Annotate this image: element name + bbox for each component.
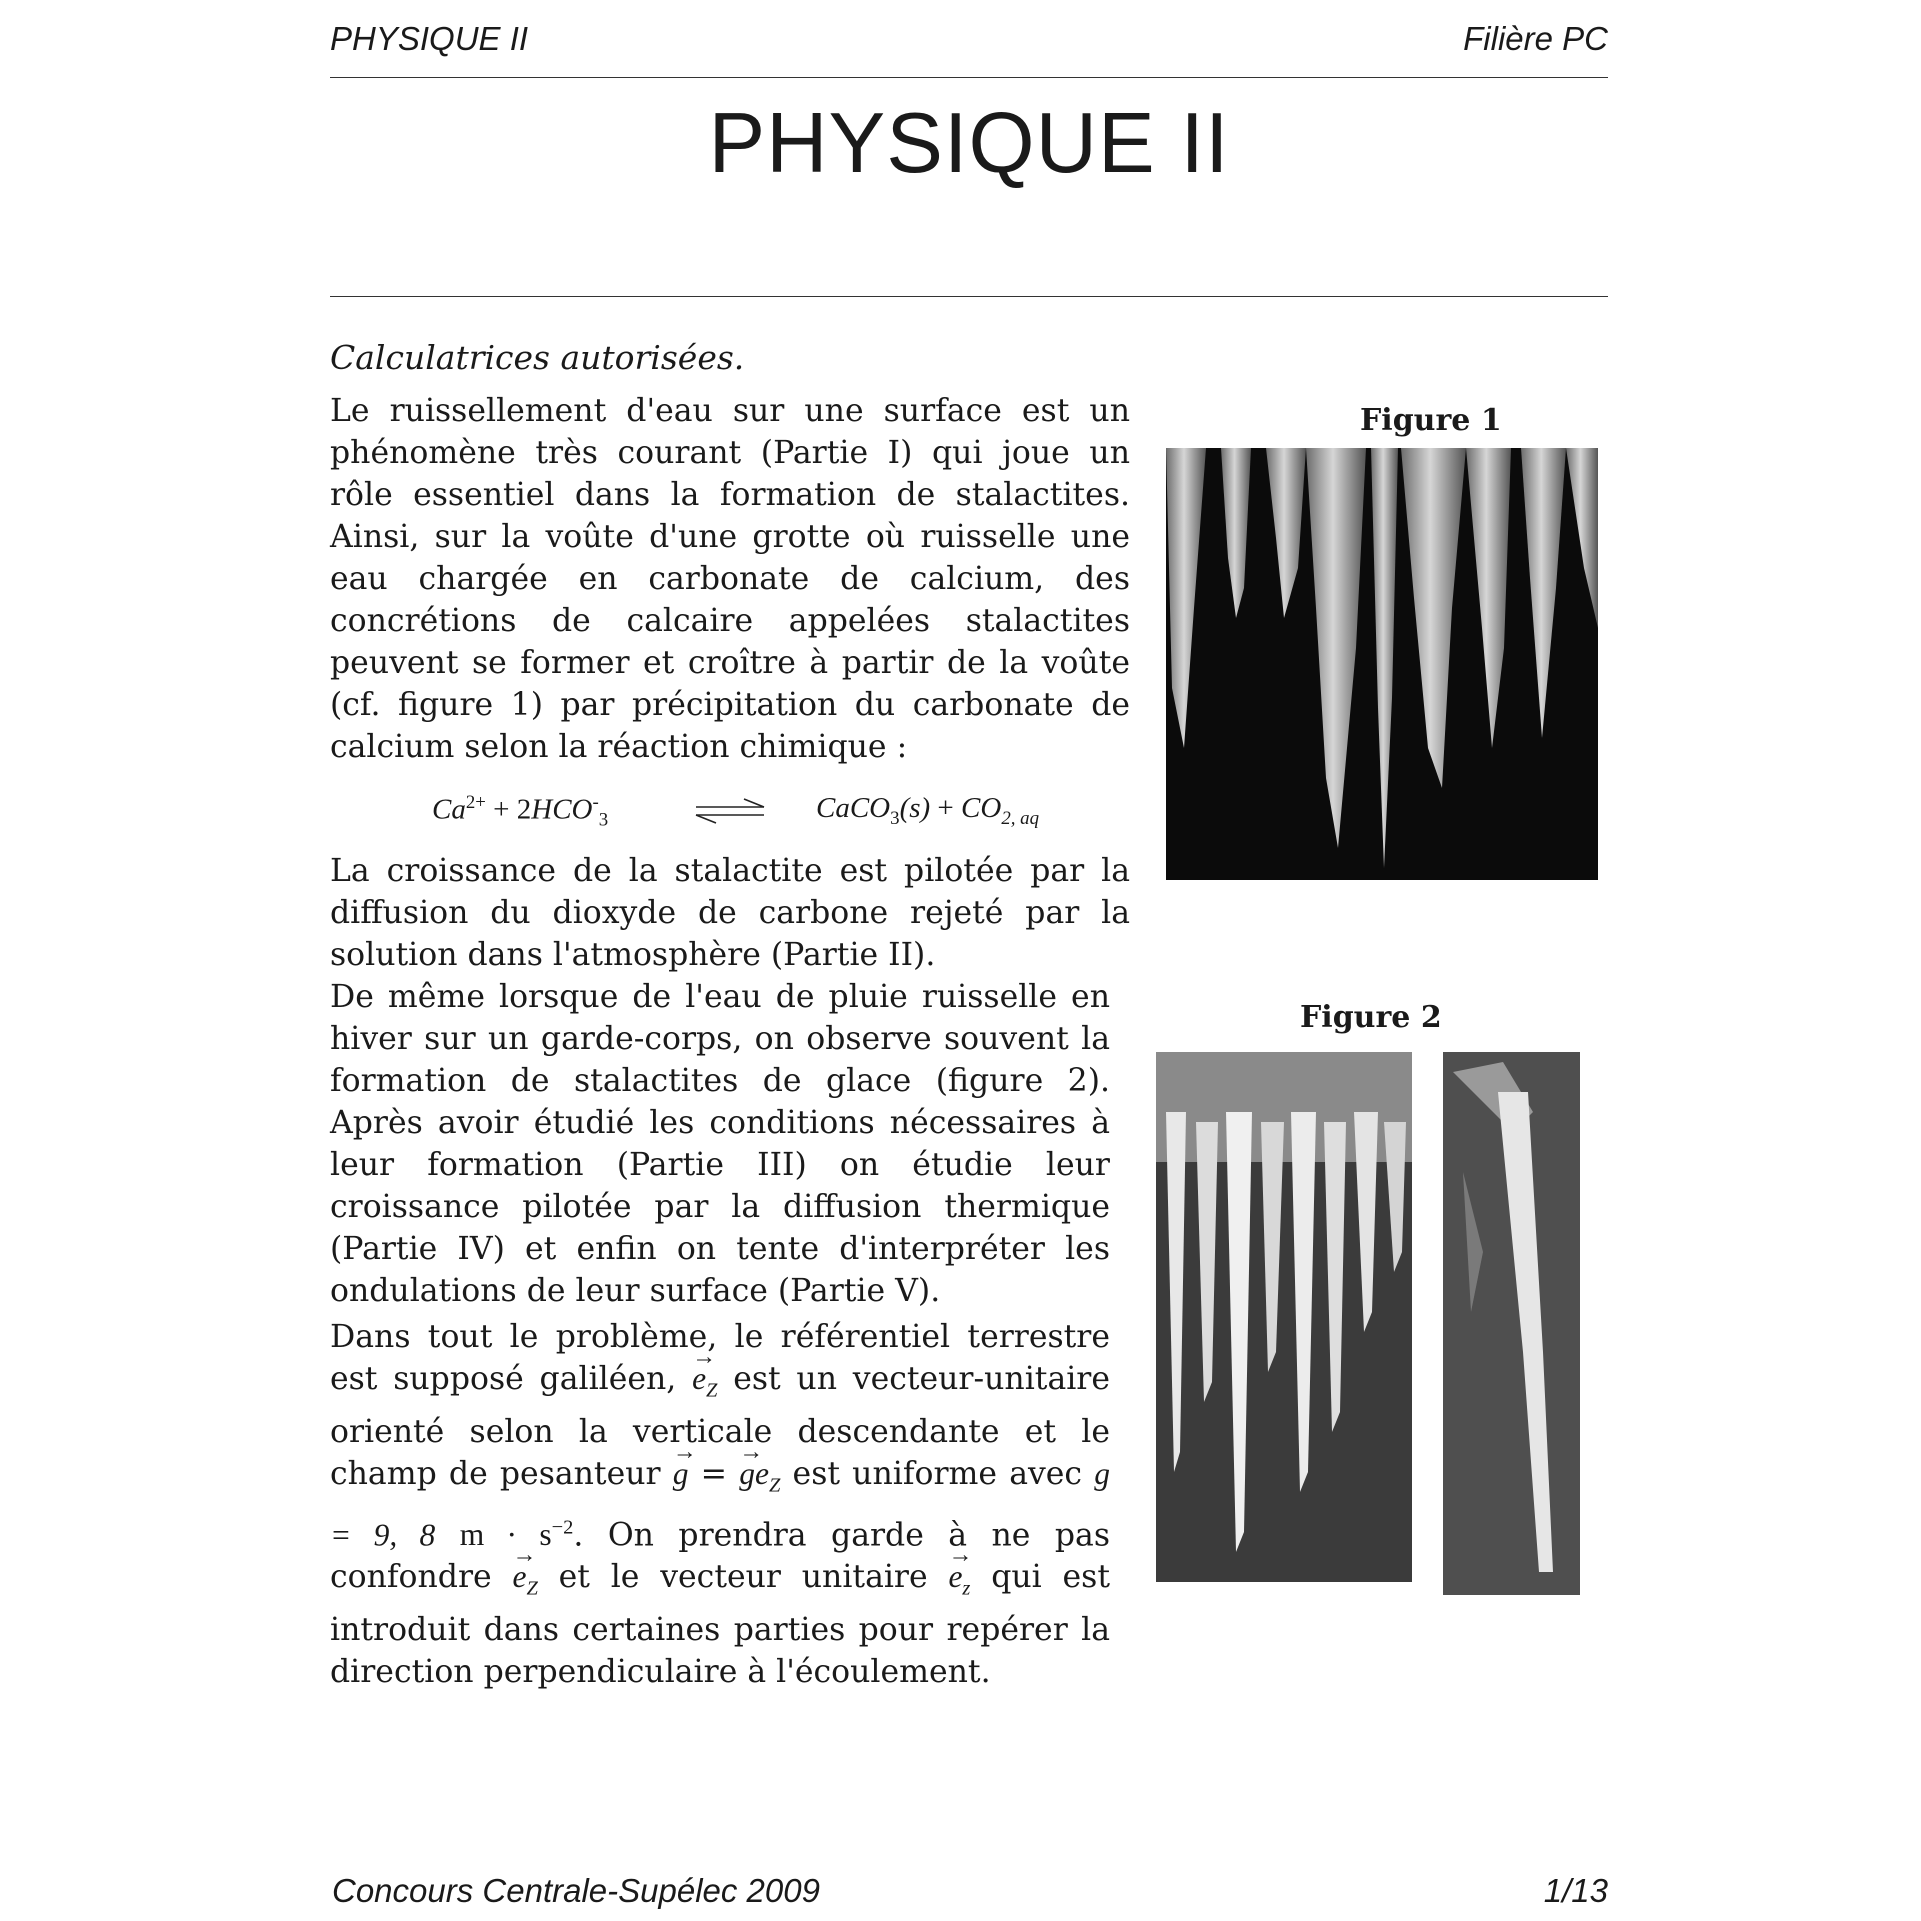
calcite-index: 3: [890, 807, 900, 829]
ice-paragraph: [330, 976, 1110, 1312]
unit-exponent: −2: [551, 1516, 574, 1539]
header-track: Filière PC: [1463, 20, 1608, 57]
equals-sign: =: [700, 1456, 728, 1493]
figure-2-icicles-photo-left: [1156, 1052, 1412, 1582]
figure-2-icicles-photo-right: [1443, 1052, 1580, 1595]
footer-page-number: 1/13: [1543, 1872, 1608, 1909]
growth-text: La croissance de la stalactite est pilotée par la diffusion du dioxyde de carbone rejeté par la solution dans l'atmosphère (Partie II).: [330, 853, 1130, 973]
ez-index: z: [962, 1577, 971, 1600]
co2-index: 2, aq: [1001, 807, 1040, 829]
ice-text: De même lorsque de l'eau de pluie ruisselle en hiver sur un garde-corps, on observe souvent la formation de stalactites de glace (figure 2). Après avoir étudié les conditions nécessaires à leur formation (Partie III) on étudie leur croissance pilotée par la diffusion thermique (Partie IV) et enfin on tente d'interpréter les ondulations de leur surface (Partie V).: [330, 979, 1110, 1309]
ez-letter: e: [948, 1559, 963, 1595]
figure-2-caption: Figure 2: [1300, 1000, 1442, 1035]
header-divider: [330, 77, 1608, 78]
header-subject: PHYSIQUE II: [330, 20, 529, 57]
reaction-reactants: [432, 792, 608, 831]
growth-paragraph: [330, 850, 1130, 976]
eZ2-letter: e: [512, 1559, 527, 1595]
footer-contest: Concours Centrale-Supélec 2009: [332, 1872, 820, 1909]
eZ-index: Z: [706, 1379, 718, 1402]
frame-text-2: est un vecteur-unitaire orienté selon la verticale descendante et le champ de pesanteur: [330, 1361, 1110, 1493]
calcite-symbol: CaCO: [816, 792, 891, 824]
unit-vector-eZ-2: [512, 1556, 537, 1609]
bicarbonate-index: 3: [598, 809, 609, 831]
intro-text: Le ruissellement d'eau sur une surface est un phénomène très courant (Partie I) qui joue un rôle essentiel dans la formation de stalactites. Ainsi, sur la voûte d'une grotte où ruisselle une eau chargée en carbonate de calcium, des concrétions de calcaire appelées stalactites peuvent se former et croître à partir de la voûte (cf. figure 1) par précipitation du carbonate de calcium selon la réaction chimique :: [330, 393, 1130, 765]
frame-text: [330, 1316, 1110, 1693]
calcium-symbol: Ca: [432, 793, 466, 826]
bicarbonate-symbol: HCO: [531, 793, 593, 826]
co2-symbol: CO: [961, 792, 1002, 824]
eZ-letter: e: [692, 1361, 707, 1396]
intro-paragraph: [330, 390, 1130, 768]
eZ2-index: Z: [526, 1577, 538, 1600]
frame-text-6: qui est introduit dans certaines parties pour repérer la direction perpendiculaire à l'écoulement.: [330, 1559, 1110, 1691]
frame-paragraph: [330, 1316, 1110, 1693]
frame-text-5: et le vecteur unitaire: [558, 1559, 928, 1596]
unit-vector-eZ: [692, 1358, 717, 1411]
figure-1-stalactites-photo: [1166, 448, 1598, 880]
frame-text-1: Dans tout le problème, le référentiel terrestre est supposé galiléen,: [330, 1319, 1110, 1397]
frame-text-3: est uniforme avec: [792, 1456, 1083, 1493]
reactant-plus: + 2: [493, 793, 532, 826]
product-plus: +: [937, 792, 954, 824]
equilibrium-arrow-icon: [690, 794, 770, 828]
unit-text: m · s: [459, 1517, 552, 1553]
frame-text-4: . On prendra garde à ne pas confondre: [330, 1517, 1111, 1596]
calcium-charge: 2+: [465, 792, 486, 813]
page-title: PHYSIQUE II: [708, 96, 1230, 191]
chemical-reaction: [432, 788, 1112, 844]
ge-index: Z: [768, 1474, 781, 1497]
gravity-expression: [739, 1453, 780, 1506]
unit-vector-ez: [948, 1556, 970, 1609]
ge-letters: ge: [739, 1456, 769, 1492]
bicarbonate-charge: -: [592, 792, 599, 813]
gravity-value: g = 9, 8: [330, 1456, 1110, 1553]
title-divider: [330, 296, 1608, 297]
calculators-note: Calculatrices autorisées.: [330, 338, 745, 377]
gravity-vector: → g: [673, 1453, 689, 1495]
reaction-products: [816, 792, 1039, 830]
solid-state: (s): [899, 792, 931, 824]
figure-1-caption: Figure 1: [1360, 403, 1502, 438]
